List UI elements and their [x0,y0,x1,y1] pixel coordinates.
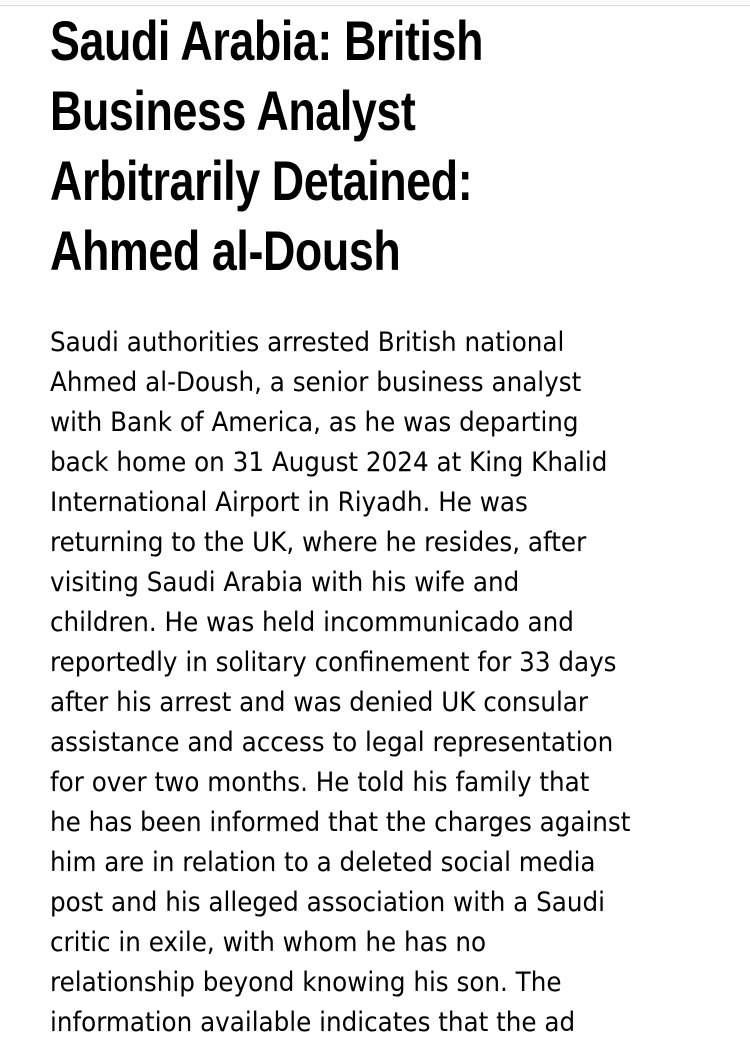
body-line: back home on 31 August 2024 at King Khalid [50,447,608,478]
body-line: he has been informed that the charges against [50,807,631,838]
body-line: for over two months. He told his family that [50,767,590,798]
headline-line: Saudi Arabia: British [50,9,484,72]
headline-line: Arbitrarily Detained: [50,149,473,212]
article [50,0,720,1038]
body-line: International Airport in Riyadh. He was [50,487,528,518]
body-line: relationship beyond knowing his son. The [50,967,562,998]
body-line: critic in exile, with whom he has no [50,927,487,958]
body-line: assistance and access to legal representation [50,727,614,758]
article-body [50,323,738,1043]
article-headline [50,0,690,286]
body-line: after his arrest and was denied UK consular [50,687,589,718]
headline-line: Ahmed al-Doush [50,219,401,282]
body-line: Ahmed al-Doush, a senior business analyst [50,367,582,398]
body-line: reportedly in solitary confinement for 33 days [50,647,617,678]
body-line: post and his alleged association with a Saudi [50,887,605,918]
body-line: with Bank of America, as he was departing [50,407,579,438]
body-line: him are in relation to a deleted social media [50,847,596,878]
body-line: returning to the UK, where he resides, after [50,527,587,558]
headline-line: Business Analyst [50,79,416,142]
body-line: visiting Saudi Arabia with his wife and [50,567,520,598]
body-line: Saudi authorities arrested British national [50,327,565,358]
body-line: children. He was held incommunicado and [50,607,574,638]
body-line: information available indicates that the ad [50,1007,576,1038]
